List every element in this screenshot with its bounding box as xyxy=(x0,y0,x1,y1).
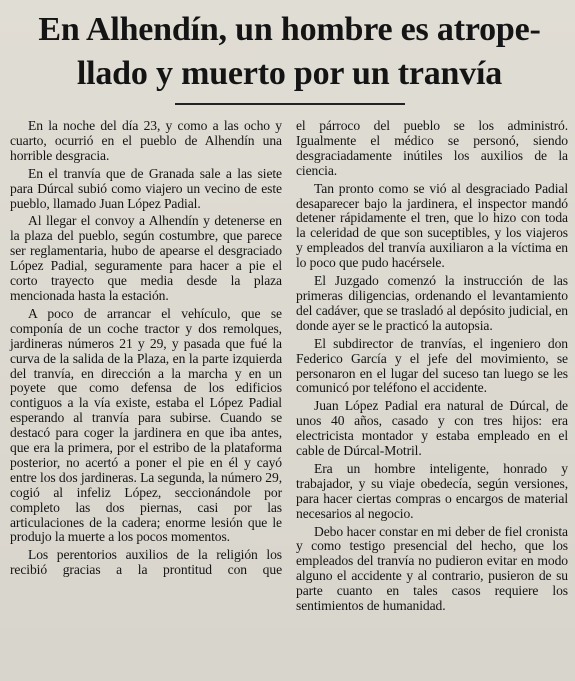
paragraph: el párroco del pueblo se los administró. Igualmente el médico se personó, siendo desgraciadamente inútiles los auxilios de la ciencia. xyxy=(296,118,568,178)
article-headline xyxy=(10,8,569,96)
article-body xyxy=(10,119,569,614)
paragraph: Juan López Padial era natural de Dúrcal, de unos 40 años, casado y con tres hijos: era electricista montador y estaba empleado en el cable de Dúrcal-Motril. xyxy=(296,398,568,459)
paragraph: El Juzgado comenzó la instrucción de las primeras diligencias, ordenando el levantamiento del cadáver, que se trasladó al depósito judicial, en donde ayer se le practicó la autopsia. xyxy=(296,273,568,333)
paragraph: En la noche del día 23, y como a las ocho y cuarto, ocurrió en el pueblo de Alhendín una horrible desgracia. xyxy=(10,118,282,163)
headline-line-2: llado y muerto por un tranvía xyxy=(76,55,503,92)
paragraph: En el tranvía que de Granada sale a las siete para Dúrcal subió como viajero un vecino de este pueblo, llamado Juan López Padial. xyxy=(10,165,282,211)
right-column xyxy=(296,119,568,614)
headline-divider xyxy=(175,103,405,105)
paragraph: Debo hacer constar en mi deber de fiel cronista y como testigo presencial del hecho, que los empleados del tranvía no pudieron evitar en modo alguno el accidente y al contrario, pusieron de su parte cuanto en tales casos requiere los sentimientos de humanidad. xyxy=(296,523,568,614)
paragraph: El subdirector de tranvías, el ingeniero don Federico García y el jefe del movimiento, se personaron en el lugar del suceso tan luego se les comunicó por teléfono el accidente. xyxy=(296,335,568,396)
paragraph: Los perentorios auxilios de la religión los recibió gracias a la prontitud con que xyxy=(10,547,282,578)
paragraph: Tan pronto como se vió al desgraciado Padial desaparecer bajo la jardinera, el inspector mandó detener rápidamente el tren, que lo hizo con toda la celeridad de que son suceptibles, y los viajeros y empleados del tranvía auxiliaron a la víctima en lo poco que pudo hacérsele. xyxy=(296,180,568,271)
paragraph: A poco de arrancar el vehículo, que se componía de un coche tractor y dos remolques, jardineras números 21 y 29, y pasada que fué la curva de la salida de la Plaza, en la parte izquierda del tranvía, en dirección a la marcha y en un poyete que como defensa de los edificios contiguos a la vía existe, estaba el López Padial esperando al tranvía para subirse. Cuando se destacó para coger la jardinera en que iba antes, que era la primera, por el estribo de la plataforma posterior, no acertó a poner el pie en él y cayó entre los dos jardineras. La segunda, la número 29, cogió al infeliz López, seccionándole por completo las dos piernas, casi por las articulaciones de la cadera; enorme lesión que le produjo la muerte a los pocos momentos. xyxy=(10,305,282,545)
paragraph: Al llegar el convoy a Alhendín y detenerse en la plaza del pueblo, según costumbre, que parece ser reglamentaria, hubo de apearse el desgraciado López Padial, seguramente para hacer a pie el corto trayecto que media desde la plaza mencionada hasta la estación. xyxy=(10,213,282,303)
left-column xyxy=(10,119,282,614)
paragraph: Era un hombre inteligente, honrado y trabajador, y su viaje obedecía, según versiones, para hacer ciertas compras o encargos de material necesarios al negocio. xyxy=(296,460,568,521)
headline-line-1: En Alhendín, un hombre es atrope- xyxy=(38,11,541,48)
